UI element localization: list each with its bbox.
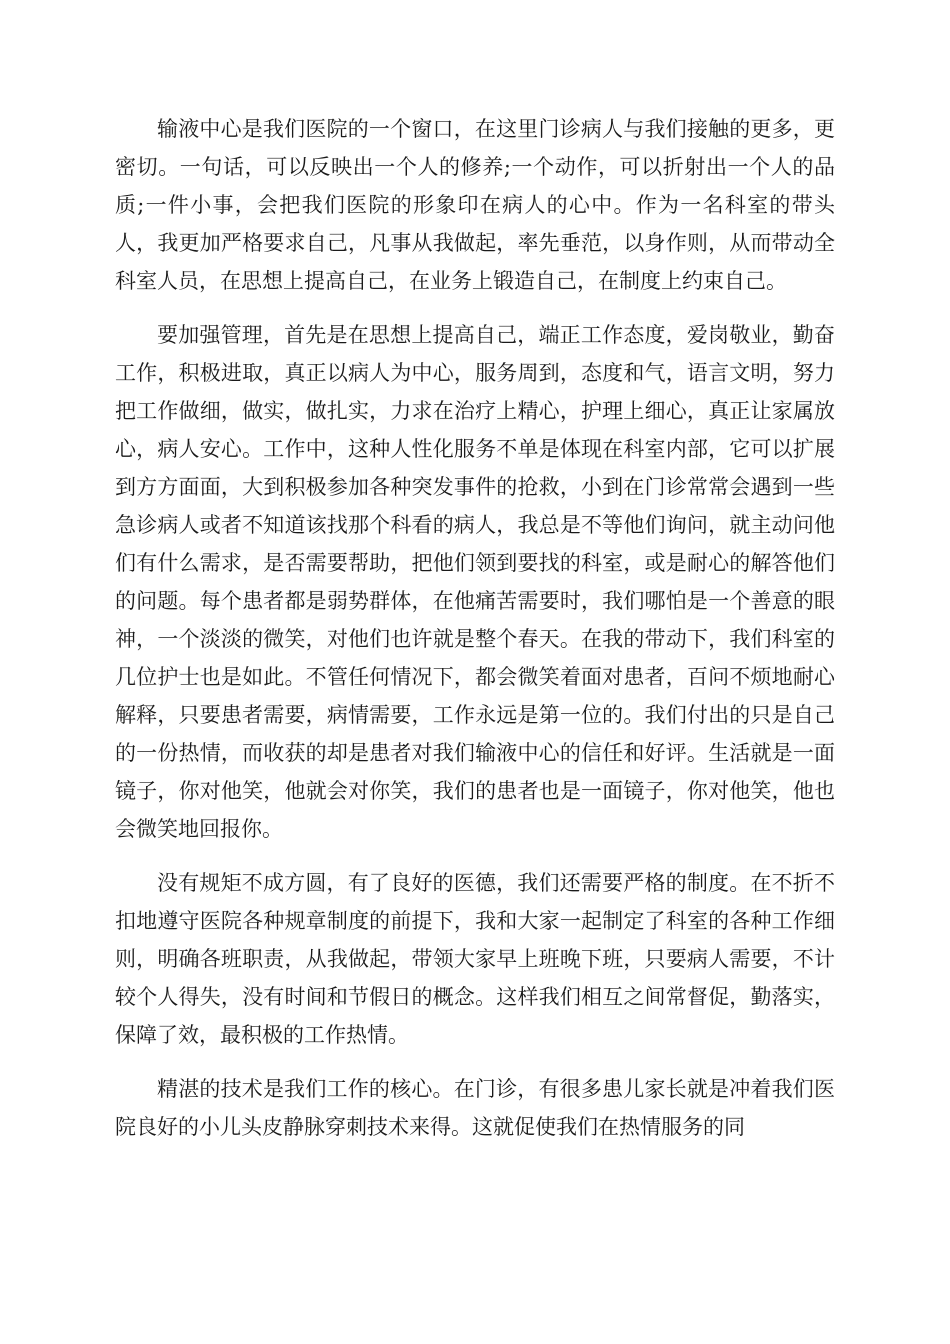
paragraph-infusion-center: 输液中心是我们医院的一个窗口，在这里门诊病人与我们接触的更多，更密切。一句话，可以反映出一个人的修养;一个动作，可以折射出一个人的品质;一件小事，会把我们医院的形象印在病人的心中。作为一名科室的带头人，我更加严格要求自己，凡事从我做起，率先垂范，以身作则，从而带动全科室人员，在思想上提高自己，在业务上锻造自己，在制度上约束自己。 [115,117,835,293]
paragraph-management: 要加强管理，首先是在思想上提高自己，端正工作态度，爱岗敬业，勤奋工作，积极进取，真正以病人为中心，服务周到，态度和气，语言文明，努力把工作做细，做实，做扎实，力求在治疗上精心，护理上细心，真正让家属放心，病人安心。工作中，这种人性化服务不单是体现在科室内部，它可以扩展到方方面面，大到积极参加各种突发事件的抢救，小到在门诊常常会遇到一些急诊病人或者不知道该找那个科看的病人，我总是不等他们询问，就主动问他们有什么需求，是否需要帮助，把他们领到要找的科室，或是耐心的解答他们的问题。每个患者都是弱势群体，在他痛苦需要时，我们哪怕是一个善意的眼神，一个淡淡的微笑，对他们也许就是整个春天。在我的带动下，我们科室的几位护士也是如此。不管任何情况下，都会微笑着面对患者，百问不烦地耐心解释，只要患者需要，病情需要，工作永远是第一位的。我们付出的只是自己的一份热情，而收获的却是患者对我们输液中心的信任和好评。生活就是一面镜子，你对他笑，他就会对你笑，我们的患者也是一面镜子，你对他笑，他也会微笑地回报你。 [115,323,835,841]
paragraph-rules: 没有规矩不成方圆，有了良好的医德，我们还需要严格的制度。在不折不扣地遵守医院各种规章制度的前提下，我和大家一起制定了科室的各种工作细则，明确各班职责，从我做起，带领大家早上班晚下班，只要病人需要，不计较个人得失，没有时间和节假日的概念。这样我们相互之间常督促，勤落实，保障了效，最积极的工作热情。 [115,871,835,1047]
paragraph-technique: 精湛的技术是我们工作的核心。在门诊，有很多患儿家长就是冲着我们医院良好的小儿头皮静脉穿刺技术来得。这就促使我们在热情服务的同 [115,1077,835,1139]
document-page [115,110,835,1146]
